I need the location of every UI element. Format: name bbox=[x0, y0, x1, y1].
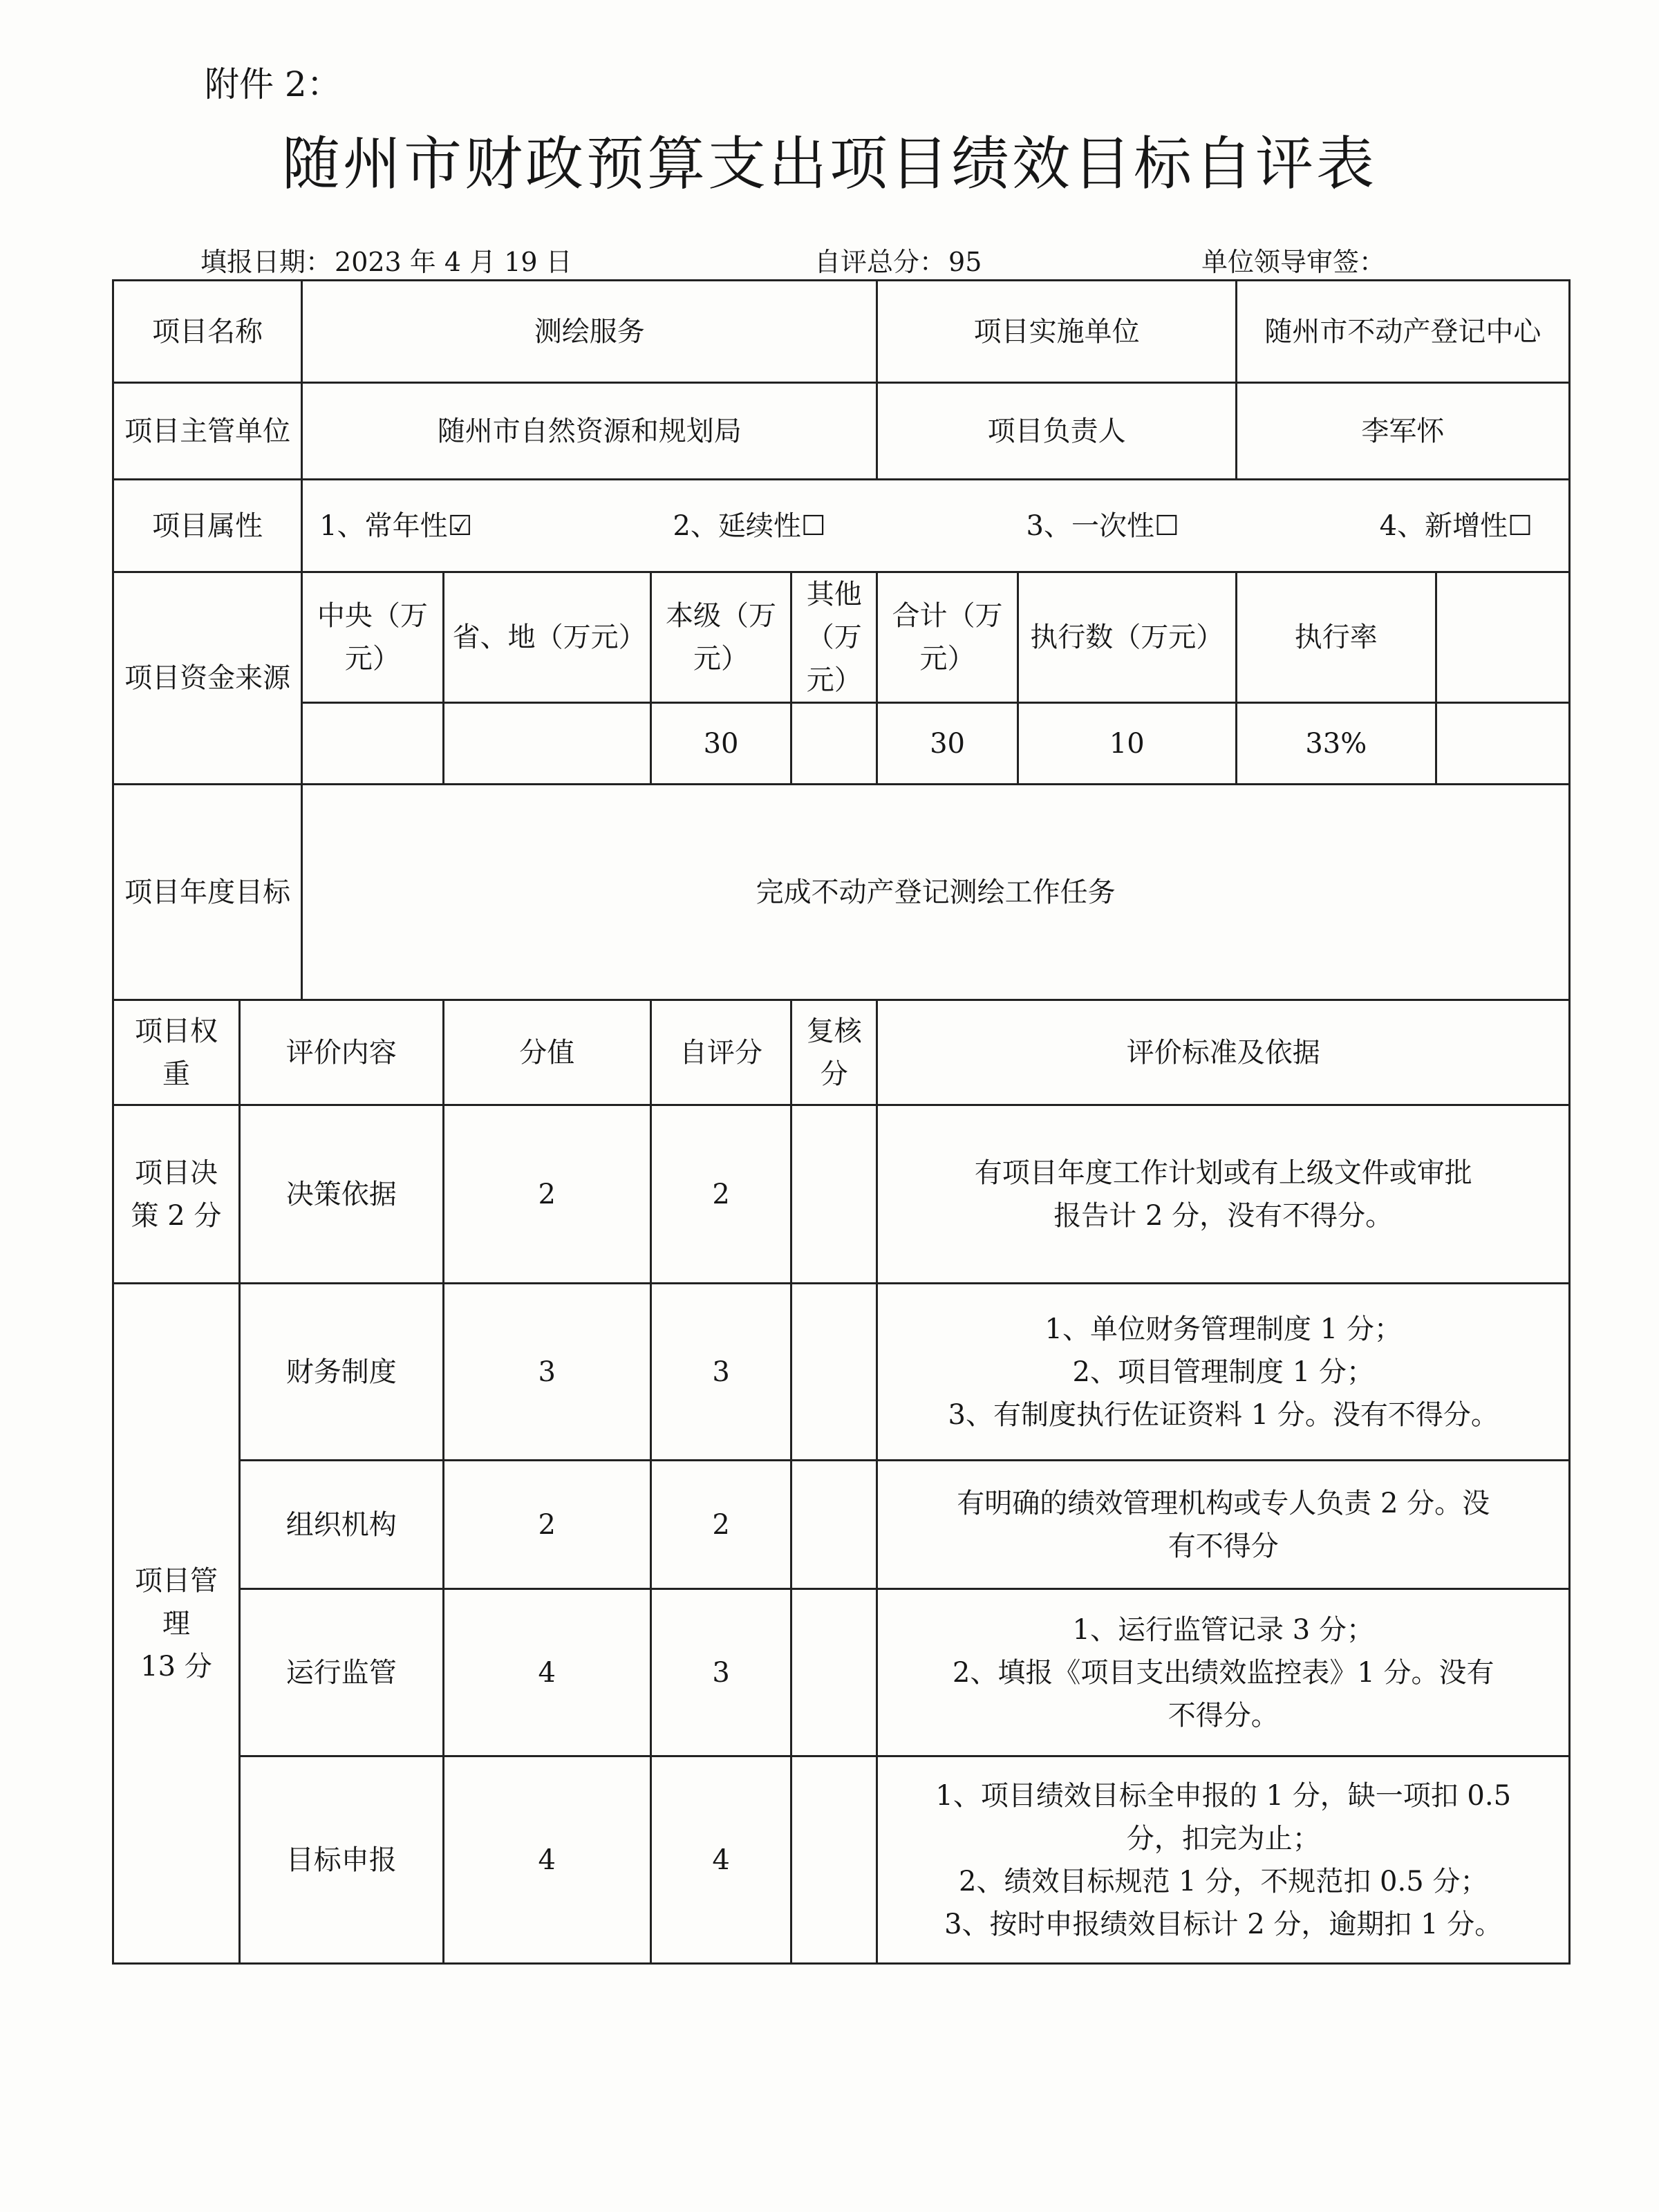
criteria-finance-system bbox=[877, 1284, 1570, 1461]
funding-value-total: 30 bbox=[877, 703, 1018, 785]
criteria-line: 1、单位财务管理制度 1 分； bbox=[1044, 1313, 1402, 1345]
score-goal-declaration: 4 bbox=[443, 1756, 650, 1964]
review-operation-supervision bbox=[791, 1589, 877, 1756]
impl-unit-label: 项目实施单位 bbox=[877, 281, 1236, 383]
header-review-score: 复核分 bbox=[791, 1000, 877, 1105]
header-self-score: 自评分 bbox=[650, 1000, 791, 1105]
score-finance-system: 3 bbox=[443, 1284, 650, 1461]
criteria-operation-supervision bbox=[877, 1589, 1570, 1756]
leader-sign-label: 单位领导审签： bbox=[1201, 247, 1386, 277]
criteria-line: 1、运行监管记录 3 分； bbox=[1072, 1613, 1374, 1646]
score-organization: 2 bbox=[443, 1461, 650, 1589]
evaluation-form-table bbox=[112, 279, 1571, 1965]
funding-value-central bbox=[302, 703, 443, 785]
attr-new: 4、新增性☐ bbox=[1379, 509, 1533, 542]
funding-header-total: 合计（万元） bbox=[877, 572, 1018, 703]
funding-header-other: 其他（万元） bbox=[791, 572, 877, 703]
group-management-points: 13 分 bbox=[140, 1650, 212, 1683]
row-operation-supervision bbox=[113, 1589, 1570, 1756]
row-funding-headers bbox=[113, 572, 1570, 703]
criteria-line: 有明确的绩效管理机构或专人负责 2 分。没 bbox=[957, 1487, 1490, 1519]
group-management-name: 项目管理 bbox=[134, 1564, 218, 1640]
criteria-line: 有项目年度工作计划或有上级文件或审批 bbox=[974, 1156, 1472, 1189]
attr-one-time: 3、一次性☐ bbox=[1026, 509, 1179, 542]
criteria-line: 有不得分 bbox=[1168, 1530, 1279, 1562]
row-project-name bbox=[113, 281, 1570, 383]
project-leader-label: 项目负责人 bbox=[877, 383, 1236, 480]
row-finance-system bbox=[113, 1284, 1570, 1461]
self-total-label: 自评总分： bbox=[814, 247, 946, 277]
annual-goal-text: 完成不动产登记测绘工作任务 bbox=[302, 785, 1570, 1000]
funding-header-rate: 执行率 bbox=[1236, 572, 1436, 703]
self-operation-supervision: 3 bbox=[650, 1589, 791, 1756]
funding-header-executed: 执行数（万元） bbox=[1018, 572, 1236, 703]
fill-date-label: 填报日期： bbox=[200, 247, 332, 277]
self-decision-basis: 2 bbox=[650, 1105, 791, 1284]
score-operation-supervision: 4 bbox=[443, 1589, 650, 1756]
content-operation-supervision: 运行监管 bbox=[239, 1589, 443, 1756]
row-funding-values bbox=[113, 703, 1570, 785]
content-decision-basis: 决策依据 bbox=[239, 1105, 443, 1284]
score-decision-basis: 2 bbox=[443, 1105, 650, 1284]
row-annual-goal bbox=[113, 785, 1570, 1000]
funding-value-other bbox=[791, 703, 877, 785]
funding-value-spare bbox=[1436, 703, 1569, 785]
admin-unit-label: 项目主管单位 bbox=[113, 383, 302, 480]
funding-header-central: 中央（万元） bbox=[302, 572, 443, 703]
project-name-value: 测绘服务 bbox=[302, 281, 877, 383]
criteria-line: 分，扣完为止； bbox=[1126, 1822, 1320, 1855]
funding-header-province: 省、地（万元） bbox=[443, 572, 650, 703]
criteria-line: 报告计 2 分，没有不得分。 bbox=[1053, 1199, 1394, 1232]
funding-value-province bbox=[443, 703, 650, 785]
self-total-value: 95 bbox=[948, 247, 982, 277]
self-total bbox=[814, 241, 982, 279]
content-organization: 组织机构 bbox=[239, 1461, 443, 1589]
fill-date-value: 2023 年 4 月 19 日 bbox=[335, 247, 572, 277]
annual-goal-label: 项目年度目标 bbox=[113, 785, 302, 1000]
group-management bbox=[113, 1284, 240, 1964]
attr-continuing: 2、延续性☐ bbox=[673, 509, 826, 542]
admin-unit-value: 随州市自然资源和规划局 bbox=[302, 383, 877, 480]
content-goal-declaration: 目标申报 bbox=[239, 1756, 443, 1964]
criteria-line: 2、绩效目标规范 1 分，不规范扣 0.5 分； bbox=[959, 1865, 1488, 1897]
criteria-decision-basis bbox=[877, 1105, 1570, 1284]
criteria-line: 2、填报《项目支出绩效监控表》1 分。没有 bbox=[952, 1656, 1494, 1689]
funding-value-rate: 33% bbox=[1236, 703, 1436, 785]
header-content: 评价内容 bbox=[239, 1000, 443, 1105]
attr-perennial: 1、常年性☑ bbox=[319, 509, 473, 542]
row-project-attr bbox=[113, 480, 1570, 572]
criteria-line: 1、项目绩效目标全申报的 1 分，缺一项扣 0.5 bbox=[935, 1779, 1512, 1812]
review-organization bbox=[791, 1461, 877, 1589]
header-weight: 项目权重 bbox=[113, 1000, 240, 1105]
review-decision-basis bbox=[791, 1105, 877, 1284]
project-leader-value: 李军怀 bbox=[1236, 383, 1569, 480]
self-organization: 2 bbox=[650, 1461, 791, 1589]
criteria-goal-declaration bbox=[877, 1756, 1570, 1964]
fill-date bbox=[200, 241, 572, 279]
criteria-line: 2、项目管理制度 1 分； bbox=[1072, 1356, 1374, 1388]
review-finance-system bbox=[791, 1284, 877, 1461]
group-decision: 项目决策 2 分 bbox=[113, 1105, 240, 1284]
criteria-line: 3、有制度执行佐证资料 1 分。没有不得分。 bbox=[948, 1398, 1499, 1431]
content-finance-system: 财务制度 bbox=[239, 1284, 443, 1461]
row-goal-declaration bbox=[113, 1756, 1570, 1964]
header-criteria: 评价标准及依据 bbox=[877, 1000, 1570, 1105]
funding-value-local: 30 bbox=[650, 703, 791, 785]
funding-value-executed: 10 bbox=[1018, 703, 1236, 785]
row-admin-unit bbox=[113, 383, 1570, 480]
self-finance-system: 3 bbox=[650, 1284, 791, 1461]
criteria-line: 3、按时申报绩效目标计 2 分，逾期扣 1 分。 bbox=[944, 1908, 1503, 1940]
funding-header-local: 本级（万元） bbox=[650, 572, 791, 703]
row-eval-headers bbox=[113, 1000, 1570, 1105]
row-organization bbox=[113, 1461, 1570, 1589]
row-decision-basis bbox=[113, 1105, 1570, 1284]
project-name-label: 项目名称 bbox=[113, 281, 302, 383]
project-attr-options bbox=[302, 480, 1570, 572]
criteria-line: 不得分。 bbox=[1168, 1699, 1279, 1732]
review-goal-declaration bbox=[791, 1756, 877, 1964]
page-title: 随州市财政预算支出项目绩效目标自评表 bbox=[281, 130, 1377, 198]
criteria-organization bbox=[877, 1461, 1570, 1589]
funding-header-spare bbox=[1436, 572, 1569, 703]
impl-unit-value: 随州市不动产登记中心 bbox=[1236, 281, 1569, 383]
funding-label: 项目资金来源 bbox=[113, 572, 302, 785]
self-goal-declaration: 4 bbox=[650, 1756, 791, 1964]
leader-sign bbox=[1201, 241, 1385, 279]
project-attr-label: 项目属性 bbox=[113, 480, 302, 572]
attachment-label: 附件 2： bbox=[205, 64, 341, 104]
header-score: 分值 bbox=[443, 1000, 650, 1105]
